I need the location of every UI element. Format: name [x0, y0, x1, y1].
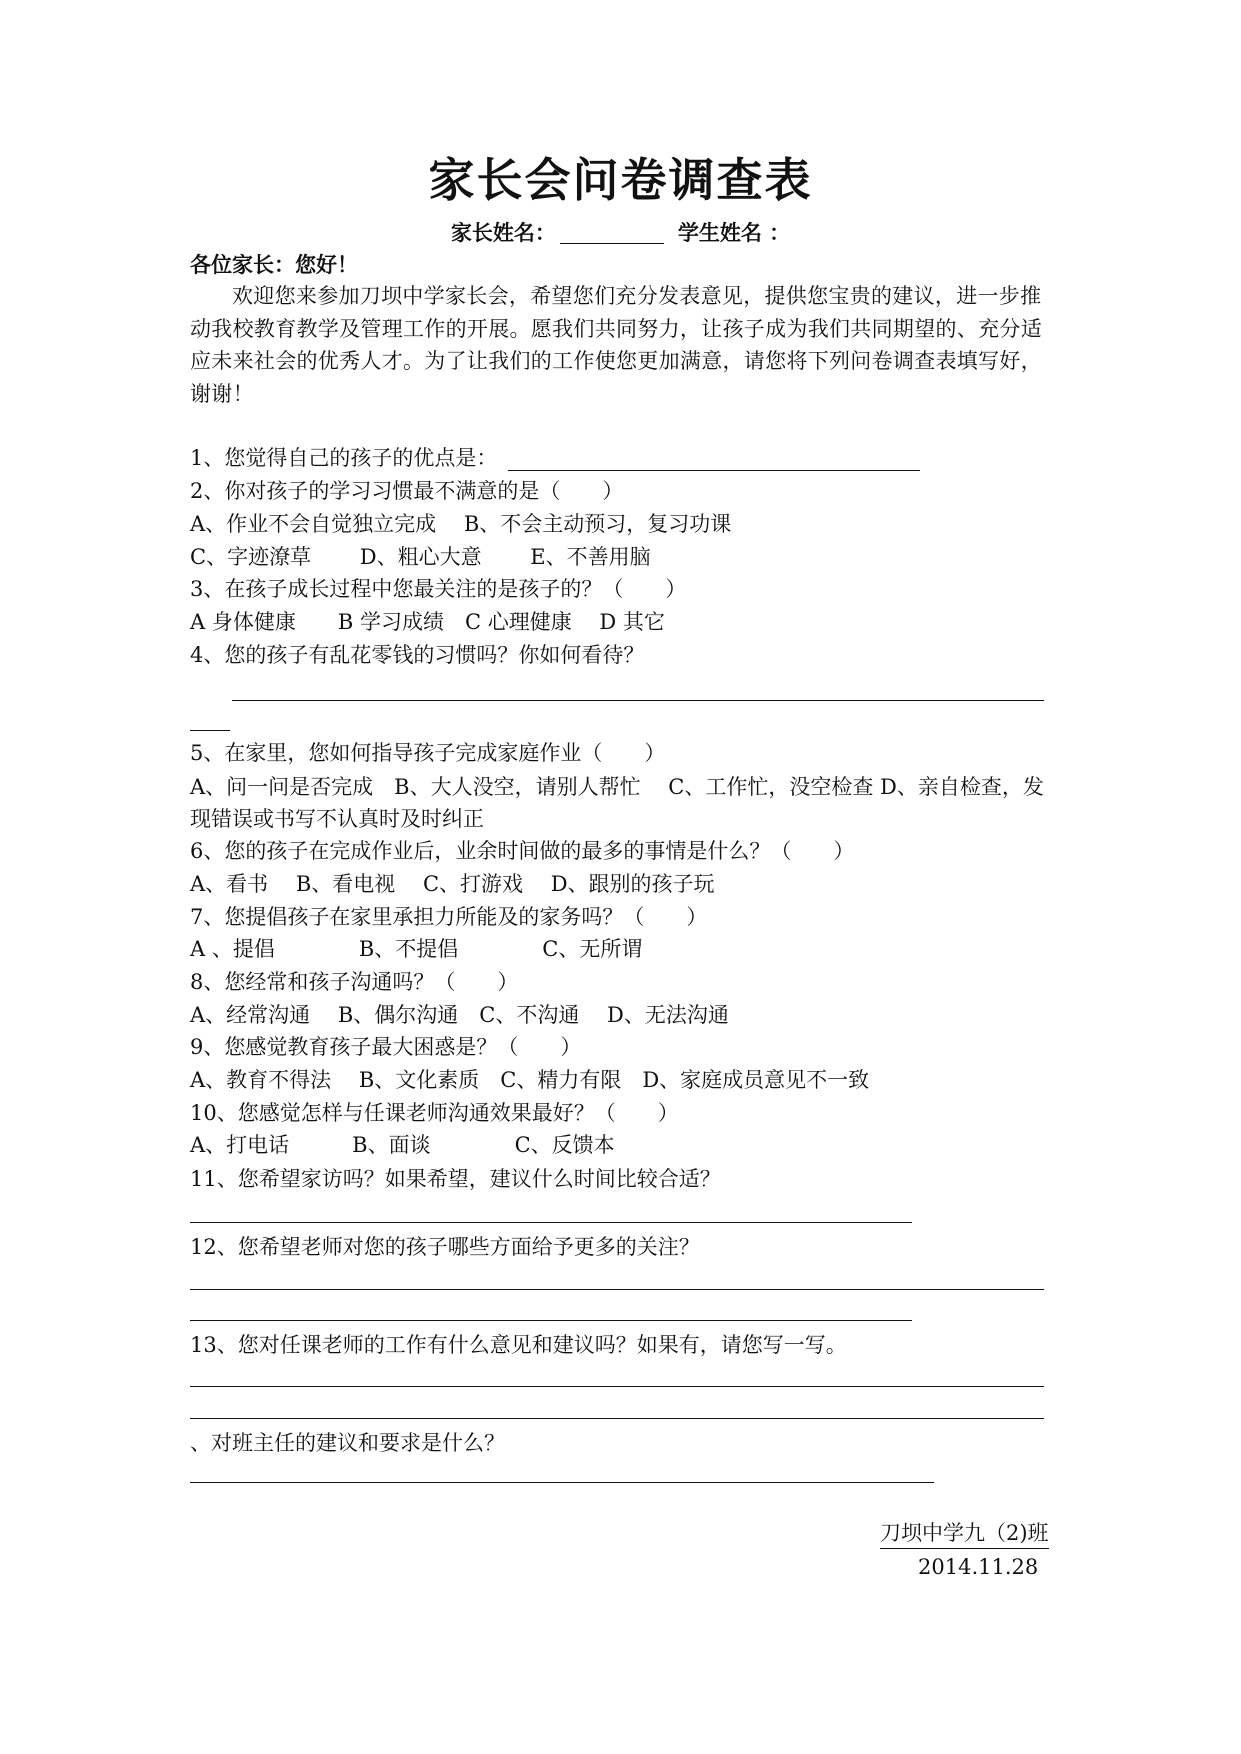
student-name-label: 学生姓名 ： [677, 220, 791, 245]
page-title: 家长会问卷调查表 [428, 153, 813, 207]
question-10-options: A、打电话 B、面谈 C、反馈本 [190, 1133, 615, 1157]
question-11: 11、您希望家访吗？如果希望，建议什么时间比较合适？ [190, 1167, 721, 1191]
question-14: 、对班主任的建议和要求是什么？ [190, 1431, 505, 1455]
question-12: 12、您希望老师对您的孩子哪些方面给予更多的关注？ [190, 1235, 700, 1259]
question-2: 2、你对孩子的学习习惯最不满意的是（ ） [190, 479, 624, 503]
question-10: 10、您感觉怎样与任课老师沟通效果最好？（ ） [190, 1101, 679, 1125]
answer-line-13a[interactable] [190, 1386, 1044, 1387]
answer-line-12a[interactable] [190, 1289, 1044, 1290]
greeting: 各位家长：您好！ [190, 252, 358, 277]
question-1: 1、您觉得自己的孩子的优点是： [190, 446, 498, 470]
question-3-options: A 身体健康 B 学习成绩 C 心理健康 D 其它 [190, 610, 665, 634]
intro-paragraph: 欢迎您来参加刀坝中学家长会，希望您们充分发表意见，提供您宝贵的建议，进一步推动我校教育教学及管理工作的开展。愿我们共同努力，让孩子成为我们共同期望的、充分适应未来社会的优秀人才。为了让我们的工作使您更加满意，请您将下列问卷调查表填写好，谢谢！ [190, 284, 1042, 406]
question-8-options: A、经常沟通 B、偶尔沟通 C、不沟通 D、无法沟通 [190, 1003, 729, 1027]
question-9-options: A、教育不得法 B、文化素质 C、精力有限 D、家庭成员意见不一致 [190, 1068, 870, 1092]
question-8: 8、您经常和孩子沟通吗？（ ） [190, 970, 519, 994]
question-2-options-a: A、作业不会自觉独立完成 B、不会主动预习，复习功课 [190, 512, 732, 536]
school-class-signature: 刀坝中学九（2)班 [880, 1518, 1049, 1549]
question-5: 5、在家里，您如何指导孩子完成家庭作业（ ） [190, 741, 666, 765]
name-fields [0, 218, 1241, 248]
answer-line-12b[interactable] [190, 1320, 912, 1321]
question-5-options: A、问一问是否完成 B、大人没空，请别人帮忙 C、工作忙，没空检查 D、亲自检查，发现错误或书写不认真时及时纠正 [190, 775, 1044, 831]
question-7: 7、您提倡孩子在家里承担力所能及的家务吗？（ ） [190, 905, 708, 929]
question-6: 6、您的孩子在完成作业后，业余时间做的最多的事情是什么？（ ） [190, 839, 855, 863]
survey-date: 2014.11.28 [918, 1555, 1039, 1579]
parent-name-blank[interactable] [560, 223, 664, 244]
question-9: 9、您感觉教育孩子最大困惑是？（ ） [190, 1035, 582, 1059]
answer-line-14[interactable] [190, 1482, 934, 1483]
question-7-options: A 、提倡 B、不提倡 C、无所谓 [190, 937, 643, 961]
question-6-options: A、看书 B、看电视 C、打游戏 D、跟别的孩子玩 [190, 872, 715, 896]
question-4: 4、您的孩子有乱花零钱的习惯吗？你如何看待？ [190, 643, 645, 667]
answer-line-4a[interactable] [232, 700, 1044, 701]
question-2-options-b: C、字迹潦草 D、粗心大意 E、不善用脑 [190, 545, 651, 569]
question-13: 13、您对任课老师的工作有什么意见和建议吗？如果有，请您写一写。 [190, 1333, 847, 1357]
question-3: 3、在孩子成长过程中您最关注的是孩子的？（ ） [190, 577, 687, 601]
answer-line-11[interactable] [190, 1222, 912, 1223]
answer-line-13b[interactable] [190, 1418, 1044, 1419]
answer-line-4b[interactable] [190, 730, 230, 731]
answer-line-1[interactable] [508, 470, 920, 471]
parent-name-label: 家长姓名： [450, 220, 556, 245]
